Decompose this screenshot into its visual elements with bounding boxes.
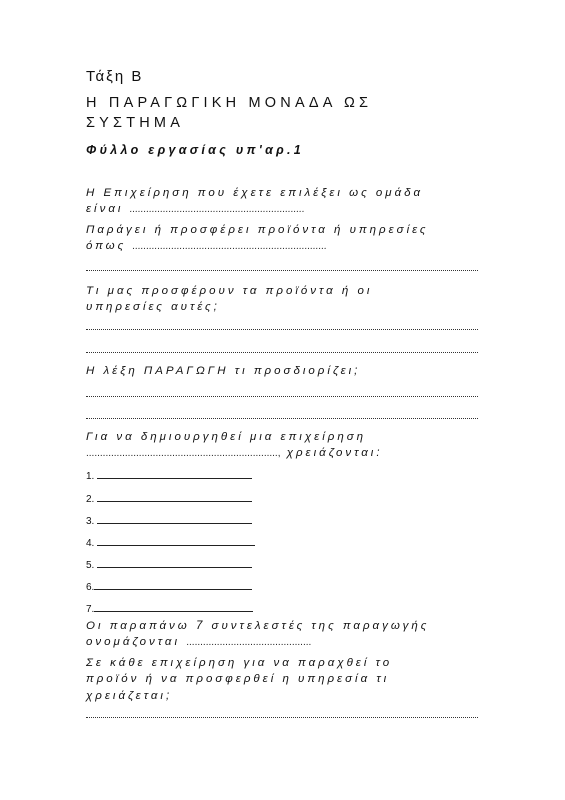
q4-answer-line-1[interactable] (86, 396, 478, 397)
list-item (86, 514, 252, 527)
q5-line-1: Για να δημιουργηθεί μια επιχείρηση (86, 431, 367, 443)
q6-line-2-text: ονομάζονται (86, 636, 181, 648)
q1-answer-dots[interactable]: ............................................................... (129, 204, 305, 215)
list-item-number: 5. (86, 560, 95, 571)
q2-line-1: Παράγει ή προσφέρει προϊόντα ή υπηρεσίες (86, 224, 429, 236)
q1-line-1: Η Επιχείρηση που έχετε επιλέξει ως ομάδα (86, 187, 424, 199)
list-item-number: 7. (86, 604, 95, 615)
list-item-number: 4. (86, 538, 95, 549)
q5-line-2-text: χρειάζονται: (286, 447, 383, 459)
list-item (86, 536, 255, 549)
list-item-blank[interactable] (97, 469, 252, 479)
q2-answer-line[interactable] (86, 270, 478, 271)
q3-line-1: Τι μας προσφέρουν τα προϊόντα ή οι (86, 285, 373, 297)
q6-answer-dots[interactable]: ............................................. (186, 637, 312, 648)
list-item-number: 6. (86, 582, 95, 593)
q3-answer-line-2[interactable] (86, 352, 478, 353)
q7-line-2: προϊόν ή να προσφερθεί η υπηρεσία τι (86, 673, 390, 685)
worksheet-title: Φύλλο εργασίας υπ'αρ.1 (86, 143, 305, 157)
list-item (86, 602, 253, 615)
q6-line-1: Οι παραπάνω 7 συντελεστές της παραγωγής (86, 620, 430, 632)
q7-answer-line[interactable] (86, 717, 478, 718)
q5-answer-dots[interactable]: ....................................................................., (86, 448, 281, 459)
q3-line-2: υπηρεσίες αυτές; (86, 301, 220, 313)
class-label: Τάξη Β (86, 68, 144, 85)
list-item-blank[interactable] (97, 514, 252, 524)
title-line-1: Η ΠΑΡΑΓΩΓΙΚΗ ΜΟΝΑΔΑ ΩΣ (86, 95, 373, 111)
list-item (86, 558, 252, 571)
q7-line-1: Σε κάθε επιχείρηση για να παραχθεί το (86, 657, 393, 669)
q7-line-3: χρειάζεται; (86, 690, 173, 702)
q4-answer-line-2[interactable] (86, 418, 478, 419)
list-item-number: 3. (86, 516, 95, 527)
q2-line-2 (86, 240, 327, 252)
list-item-blank[interactable] (97, 492, 252, 502)
title-line-2: ΣΥΣΤΗΜΑ (86, 115, 185, 131)
q3-answer-line-1[interactable] (86, 329, 478, 330)
list-item-blank[interactable] (94, 580, 252, 590)
q4-line-1: Η λέξη ΠΑΡΑΓΩΓΗ τι προσδιορίζει; (86, 365, 361, 377)
list-item (86, 469, 252, 482)
list-item-blank[interactable] (97, 558, 252, 568)
q1-line-2 (86, 203, 305, 215)
q6-line-2 (86, 636, 311, 648)
q1-line-2-text: είναι (86, 203, 124, 215)
list-item-number: 1. (86, 471, 95, 482)
q2-line-2-text: όπως (86, 240, 127, 252)
list-item (86, 492, 252, 505)
list-item-blank[interactable] (94, 602, 253, 612)
list-item-number: 2. (86, 494, 95, 505)
q5-line-2 (86, 447, 383, 459)
list-item (86, 580, 252, 593)
q2-answer-dots[interactable]: ...................................................................... (132, 241, 327, 252)
list-item-blank[interactable] (97, 536, 255, 546)
